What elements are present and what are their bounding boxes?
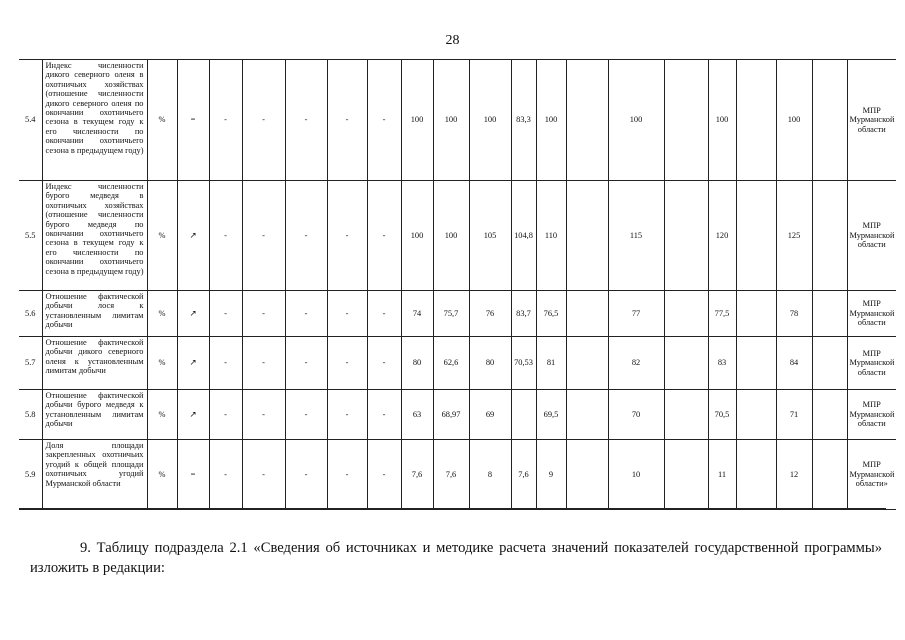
value-cell — [511, 390, 536, 440]
value-cell: 83,7 — [511, 291, 536, 337]
value-cell — [736, 181, 776, 291]
value-cell: - — [327, 440, 367, 510]
value-cell: 100 — [536, 60, 566, 181]
value-cell: 105 — [469, 181, 511, 291]
row-number: 5.9 — [19, 440, 42, 510]
table-row — [19, 337, 896, 390]
value-cell: 100 — [433, 60, 469, 181]
value-cell: 9 — [536, 440, 566, 510]
value-cell — [812, 60, 847, 181]
indicator-description: Отношение фактической добычи бурого медведя к установленным лимитам добычи — [42, 390, 147, 440]
value-cell: 80 — [401, 337, 433, 390]
value-cell: 77 — [608, 291, 664, 337]
value-cell: 68,97 — [433, 390, 469, 440]
value-cell — [664, 440, 708, 510]
value-cell: 11 — [708, 440, 736, 510]
unit-cell: % — [147, 181, 177, 291]
value-cell: 100 — [776, 60, 812, 181]
unit-cell: % — [147, 291, 177, 337]
value-cell: - — [367, 60, 401, 181]
value-cell: 8 — [469, 440, 511, 510]
value-cell: - — [242, 390, 285, 440]
value-cell: 10 — [608, 440, 664, 510]
responsible-cell: МПР Мурманской области» — [847, 440, 896, 510]
value-cell: 70,5 — [708, 390, 736, 440]
unit-cell: % — [147, 337, 177, 390]
indicator-description: Доля площади закрепленных охотничьих угодий к общей площади охотничьих угодий Мурманской области — [42, 440, 147, 510]
table-row — [19, 181, 896, 291]
indicator-description: Отношение фактической добычи лося к установленным лимитам добычи — [42, 291, 147, 337]
value-cell: 74 — [401, 291, 433, 337]
value-cell: - — [242, 337, 285, 390]
value-cell: - — [367, 390, 401, 440]
row-number: 5.4 — [19, 60, 42, 181]
value-cell — [566, 60, 608, 181]
value-cell — [812, 291, 847, 337]
table-row — [19, 440, 896, 510]
indicator-description: Индекс численности дикого северного оленя в охотничьих хозяйствах (отношение численности дикого северного оленя по окончании охотничьего сезона в текущем году к его численности по окончании охотничьего сезона в предыдущем году) — [42, 60, 147, 181]
value-cell — [664, 291, 708, 337]
value-cell — [812, 390, 847, 440]
value-cell: 76 — [469, 291, 511, 337]
value-cell: - — [285, 60, 327, 181]
value-cell: 70 — [608, 390, 664, 440]
value-cell: - — [209, 440, 242, 510]
value-cell — [736, 291, 776, 337]
value-cell: - — [285, 181, 327, 291]
row-number: 5.5 — [19, 181, 42, 291]
value-cell — [664, 390, 708, 440]
value-cell: - — [367, 440, 401, 510]
value-cell: - — [367, 337, 401, 390]
trend-sign: = — [177, 440, 209, 510]
row-number: 5.7 — [19, 337, 42, 390]
value-cell — [566, 181, 608, 291]
value-cell: 7,6 — [401, 440, 433, 510]
unit-cell: % — [147, 440, 177, 510]
value-cell: 69,5 — [536, 390, 566, 440]
value-cell: 12 — [776, 440, 812, 510]
value-cell — [566, 291, 608, 337]
value-cell: 100 — [608, 60, 664, 181]
value-cell: - — [242, 60, 285, 181]
trend-sign: = — [177, 60, 209, 181]
table-bottom-rule — [19, 508, 886, 509]
value-cell: - — [242, 440, 285, 510]
indicator-description: Индекс численности бурого медведя в охотничьих хозяйствах (отношение численности бурого медведя по окончании охотничьего сезона в текущем году к его численности по окончании охотничьего сезона в предыдущем году) — [42, 181, 147, 291]
value-cell: - — [327, 181, 367, 291]
value-cell: 100 — [401, 60, 433, 181]
value-cell: 104,8 — [511, 181, 536, 291]
value-cell: 82 — [608, 337, 664, 390]
trend-sign: ↗ — [177, 181, 209, 291]
value-cell: - — [209, 337, 242, 390]
value-cell: 100 — [708, 60, 736, 181]
responsible-cell: МПР Мурманской области — [847, 181, 896, 291]
table-row — [19, 291, 896, 337]
value-cell — [812, 337, 847, 390]
value-cell: - — [327, 291, 367, 337]
value-cell: - — [327, 337, 367, 390]
value-cell: 7,6 — [511, 440, 536, 510]
table-row — [19, 60, 896, 181]
value-cell: 83 — [708, 337, 736, 390]
value-cell: - — [242, 291, 285, 337]
value-cell: - — [327, 390, 367, 440]
responsible-cell: МПР Мурманской области — [847, 390, 896, 440]
value-cell: - — [367, 181, 401, 291]
value-cell — [566, 390, 608, 440]
value-cell: - — [209, 181, 242, 291]
value-cell: 63 — [401, 390, 433, 440]
value-cell: 125 — [776, 181, 812, 291]
value-cell: - — [327, 60, 367, 181]
value-cell: - — [209, 390, 242, 440]
value-cell — [664, 60, 708, 181]
value-cell: - — [285, 337, 327, 390]
value-cell: 69 — [469, 390, 511, 440]
body-paragraph: 9. Таблицу подраздела 2.1 «Сведения об источниках и методике расчета значений показателей государственной программы» изложить в редакции: — [30, 540, 882, 576]
trend-sign: ↗ — [177, 337, 209, 390]
trend-sign: ↗ — [177, 291, 209, 337]
table-row — [19, 390, 896, 440]
value-cell: 77,5 — [708, 291, 736, 337]
value-cell — [664, 337, 708, 390]
value-cell — [664, 181, 708, 291]
value-cell: - — [367, 291, 401, 337]
value-cell: 83,3 — [511, 60, 536, 181]
value-cell — [736, 390, 776, 440]
value-cell: 80 — [469, 337, 511, 390]
value-cell: 100 — [401, 181, 433, 291]
responsible-cell: МПР Мурманской области — [847, 60, 896, 181]
value-cell: 71 — [776, 390, 812, 440]
value-cell: 62,6 — [433, 337, 469, 390]
value-cell: 84 — [776, 337, 812, 390]
value-cell: - — [209, 60, 242, 181]
value-cell: 100 — [469, 60, 511, 181]
value-cell: - — [209, 291, 242, 337]
value-cell — [736, 337, 776, 390]
indicators-table — [19, 59, 896, 510]
trend-sign: ↗ — [177, 390, 209, 440]
value-cell — [736, 440, 776, 510]
value-cell: 100 — [433, 181, 469, 291]
value-cell: 110 — [536, 181, 566, 291]
value-cell: 76,5 — [536, 291, 566, 337]
value-cell — [736, 60, 776, 181]
value-cell: 70,53 — [511, 337, 536, 390]
value-cell: 120 — [708, 181, 736, 291]
value-cell: - — [285, 291, 327, 337]
unit-cell: % — [147, 390, 177, 440]
responsible-cell: МПР Мурманской области — [847, 291, 896, 337]
value-cell: 78 — [776, 291, 812, 337]
value-cell — [566, 440, 608, 510]
value-cell: - — [285, 390, 327, 440]
value-cell — [812, 181, 847, 291]
value-cell: - — [285, 440, 327, 510]
value-cell — [812, 440, 847, 510]
indicator-description: Отношение фактической добычи дикого северного оленя к установленным лимитам добычи — [42, 337, 147, 390]
row-number: 5.6 — [19, 291, 42, 337]
value-cell: - — [242, 181, 285, 291]
value-cell — [566, 337, 608, 390]
value-cell: 75,7 — [433, 291, 469, 337]
responsible-cell: МПР Мурманской области — [847, 337, 896, 390]
row-number: 5.8 — [19, 390, 42, 440]
value-cell: 81 — [536, 337, 566, 390]
value-cell: 7,6 — [433, 440, 469, 510]
page-number: 28 — [445, 33, 460, 48]
unit-cell: % — [147, 60, 177, 181]
value-cell: 115 — [608, 181, 664, 291]
